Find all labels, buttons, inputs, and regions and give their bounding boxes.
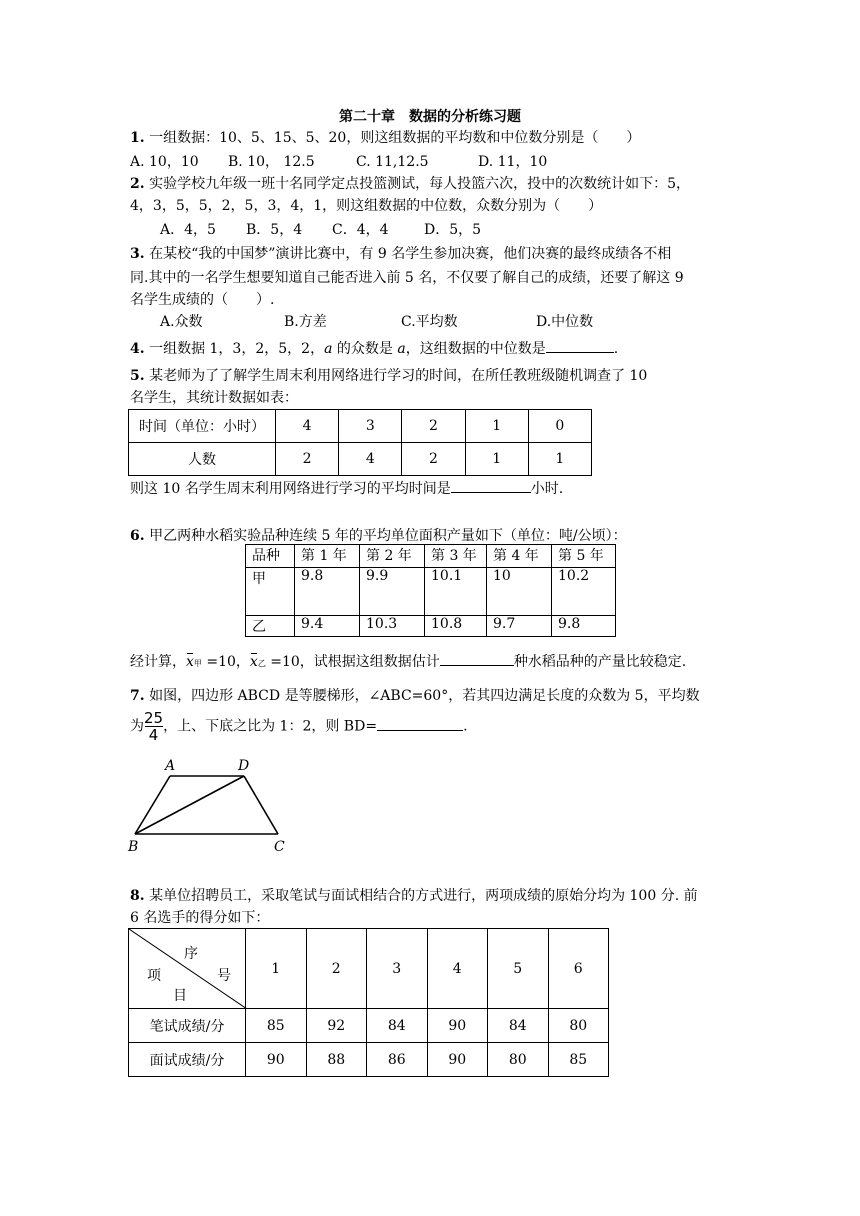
table-cell: 85 <box>548 1043 609 1077</box>
question-5-answer-line <box>130 478 563 499</box>
question-text-line-1: 如图，四边形 ABCD 是等腰梯形，∠ABC=60°，若其四边满足长度的众数为 5，平均数 <box>149 688 700 704</box>
question-8 <box>130 886 698 906</box>
column-header: 6 <box>548 929 609 1009</box>
table-cell: 3 <box>339 410 402 443</box>
table-cell: 9.9 <box>360 568 425 616</box>
table-cell: 92 <box>306 1009 367 1043</box>
question-6 <box>130 526 627 546</box>
question-number: 2. <box>130 176 145 192</box>
table-cell: 0 <box>528 410 591 443</box>
question-number: 4. <box>130 341 145 357</box>
question-text-line-1: 在某校“我的中国梦”演讲比赛中，有 9 名学生参加决赛，他们决赛的最终成绩各不相 <box>149 246 672 262</box>
question-5-line-2: 名学生，其统计数据如表： <box>130 390 298 406</box>
question-6-answer-line <box>130 651 686 674</box>
table-cell: 9.7 <box>487 616 552 637</box>
question-number: 7. <box>130 688 145 704</box>
question-text: ，这组数据的中位数是 <box>405 341 546 357</box>
question-4 <box>130 338 618 359</box>
corner-label: 号 <box>217 968 231 984</box>
option-d: D.中位数 <box>536 314 594 330</box>
option-c: C．4，4 <box>332 222 389 238</box>
table-cell: 84 <box>488 1009 549 1043</box>
rice-yield-table <box>245 544 616 637</box>
option-b: B.方差 <box>284 314 327 330</box>
table-cell: 88 <box>306 1043 367 1077</box>
row-label: 时间（单位：小时） <box>129 410 276 443</box>
table-cell: 4 <box>276 410 339 443</box>
row-label: 人数 <box>129 443 276 476</box>
question-number: 8. <box>130 888 145 904</box>
column-header: 2 <box>306 929 367 1009</box>
question-text: 的众数是 <box>332 341 398 357</box>
table-cell: 4 <box>339 443 402 476</box>
answer-blank[interactable] <box>546 338 614 353</box>
corner-label: 目 <box>173 988 187 1004</box>
option-a: A. 10，10 <box>130 154 199 170</box>
table-cell: 10.1 <box>425 568 487 616</box>
table-cell: 2 <box>276 443 339 476</box>
denominator: 4 <box>148 726 159 744</box>
vertex-label-a: A <box>165 758 176 774</box>
page-title: 第二十章 数据的分析练习题 <box>339 109 521 125</box>
question-2-line-2: 4，3，5，5，2，5，3，4，1，则这组数据的中位数，众数分别为（ ） <box>130 198 603 214</box>
subscript: 甲 <box>193 659 202 668</box>
table-header: 第 5 年 <box>552 545 616 568</box>
table-header: 第 3 年 <box>425 545 487 568</box>
numerator: 25 <box>144 709 164 727</box>
question-number: 1. <box>130 130 145 146</box>
question-3-line-3: 名学生成绩的（ ）. <box>130 292 275 308</box>
table-header: 品种 <box>246 545 295 568</box>
column-header: 4 <box>427 929 488 1009</box>
column-header: 5 <box>488 929 549 1009</box>
question-3-options <box>160 312 593 332</box>
question-8-line-2: 6 名选手的得分如下： <box>130 910 270 926</box>
question-number: 5. <box>130 368 145 384</box>
table-cell: 10.3 <box>360 616 425 637</box>
variable-a: a <box>324 341 333 357</box>
table-cell: 84 <box>367 1009 428 1043</box>
question-5 <box>130 366 647 386</box>
question-1-options <box>130 152 547 172</box>
table-cell: 9.4 <box>295 616 360 637</box>
option-d: D．5，5 <box>424 222 482 238</box>
answer-blank[interactable] <box>440 651 514 666</box>
row-label: 笔试成绩/分 <box>129 1009 246 1043</box>
question-text: 种水稻品种的产量比较稳定. <box>513 654 687 670</box>
question-text: 则这 10 名学生周末利用网络进行学习的平均时间是 <box>130 481 451 497</box>
option-b: B．5，4 <box>246 222 303 238</box>
corner-label: 项 <box>147 968 161 984</box>
variable-a: a <box>397 341 406 357</box>
question-number: 6. <box>130 528 145 544</box>
score-table <box>128 928 609 1077</box>
question-text: ，上、下底之比为 1：2，则 BD= <box>163 718 378 735</box>
question-text: 小时. <box>530 481 564 497</box>
question-text: 甲乙两种水稻实验品种连续 5 年的平均单位面积产量如下（单位：吨/公顷）： <box>149 528 627 544</box>
question-text: 经计算， <box>130 654 186 670</box>
table-cell: 10.2 <box>552 568 616 616</box>
option-a: A.众数 <box>160 314 203 330</box>
option-b: B. 10， 12.5 <box>228 154 315 170</box>
table-cell: 2 <box>402 410 465 443</box>
table-cell: 80 <box>548 1009 609 1043</box>
question-text-line-1: 某单位招聘员工，采取笔试与面试相结合的方式进行，两项成绩的原始分均为 100 分. 前 <box>149 888 698 904</box>
table-cell: 90 <box>427 1009 488 1043</box>
mean-symbol: x <box>186 654 194 670</box>
table-cell: 9.8 <box>552 616 616 637</box>
option-d: D. 11，10 <box>478 154 548 170</box>
question-text-line-1: 实验学校九年级一班十名同学定点投篮测试，每人投篮六次，投中的次数统计如下：5， <box>149 176 690 192</box>
table-cell: 86 <box>367 1043 428 1077</box>
table-cell: 10 <box>487 568 552 616</box>
question-text: =10， <box>201 654 250 670</box>
mean-symbol: x <box>249 654 258 670</box>
table-header: 第 4 年 <box>487 545 552 568</box>
question-text-line-1: 某老师为了了解学生周末利用网络进行学习的时间，在所任教班级随机调查了 10 <box>149 368 648 384</box>
column-header: 3 <box>367 929 428 1009</box>
question-number: 3. <box>130 246 145 262</box>
question-3 <box>130 244 671 264</box>
period: . <box>463 718 468 735</box>
table-corner-cell <box>129 929 246 1009</box>
trapezoid-figure <box>120 752 300 857</box>
question-text: 一组数据 1，3，2，5，2， <box>149 341 325 357</box>
table-cell: 90 <box>246 1043 307 1077</box>
subscript: 乙 <box>257 659 266 668</box>
diagonal-bd <box>135 776 244 834</box>
time-table <box>128 409 592 476</box>
table-cell: 9.8 <box>295 568 360 616</box>
period: . <box>613 341 619 357</box>
side-dc <box>244 776 278 834</box>
table-cell: 2 <box>402 443 465 476</box>
question-text: 一组数据：10、5、15、5、20，则这组数据的平均数和中位数分别是（ ） <box>149 130 641 146</box>
table-cell: 90 <box>427 1043 488 1077</box>
table-cell: 80 <box>488 1043 549 1077</box>
question-7 <box>130 686 700 706</box>
table-header: 第 1 年 <box>295 545 360 568</box>
table-cell: 85 <box>246 1009 307 1043</box>
table-cell: 1 <box>465 443 528 476</box>
option-a: A．4，5 <box>160 222 216 238</box>
question-2 <box>130 174 690 194</box>
answer-blank[interactable] <box>377 716 463 731</box>
option-c: C. 11,12.5 <box>356 154 429 170</box>
vertex-label-b: B <box>128 839 139 855</box>
variety-label: 乙 <box>246 616 295 637</box>
vertex-label-c: C <box>274 839 285 855</box>
question-1 <box>130 128 640 148</box>
table-cell: 10.8 <box>425 616 487 637</box>
question-text: 为 <box>130 718 144 735</box>
row-label: 面试成绩/分 <box>129 1043 246 1077</box>
question-2-options <box>160 220 481 240</box>
table-cell: 1 <box>528 443 591 476</box>
answer-blank[interactable] <box>451 478 531 493</box>
variety-label: 甲 <box>246 568 295 616</box>
corner-label: 序 <box>184 946 198 962</box>
table-cell: 1 <box>465 410 528 443</box>
column-header: 1 <box>246 929 307 1009</box>
option-c: C.平均数 <box>401 314 458 330</box>
question-text: =10，试根据这组数据估计 <box>265 654 440 670</box>
table-header: 第 2 年 <box>360 545 425 568</box>
fraction <box>144 710 163 743</box>
question-3-line-2: 同.其中的一名学生想要知道自己能否进入前 5 名，不仅要了解自己的成绩，还要了解这 9 <box>130 270 684 286</box>
vertex-label-d: D <box>238 758 250 774</box>
question-7-line-2 <box>130 710 468 743</box>
